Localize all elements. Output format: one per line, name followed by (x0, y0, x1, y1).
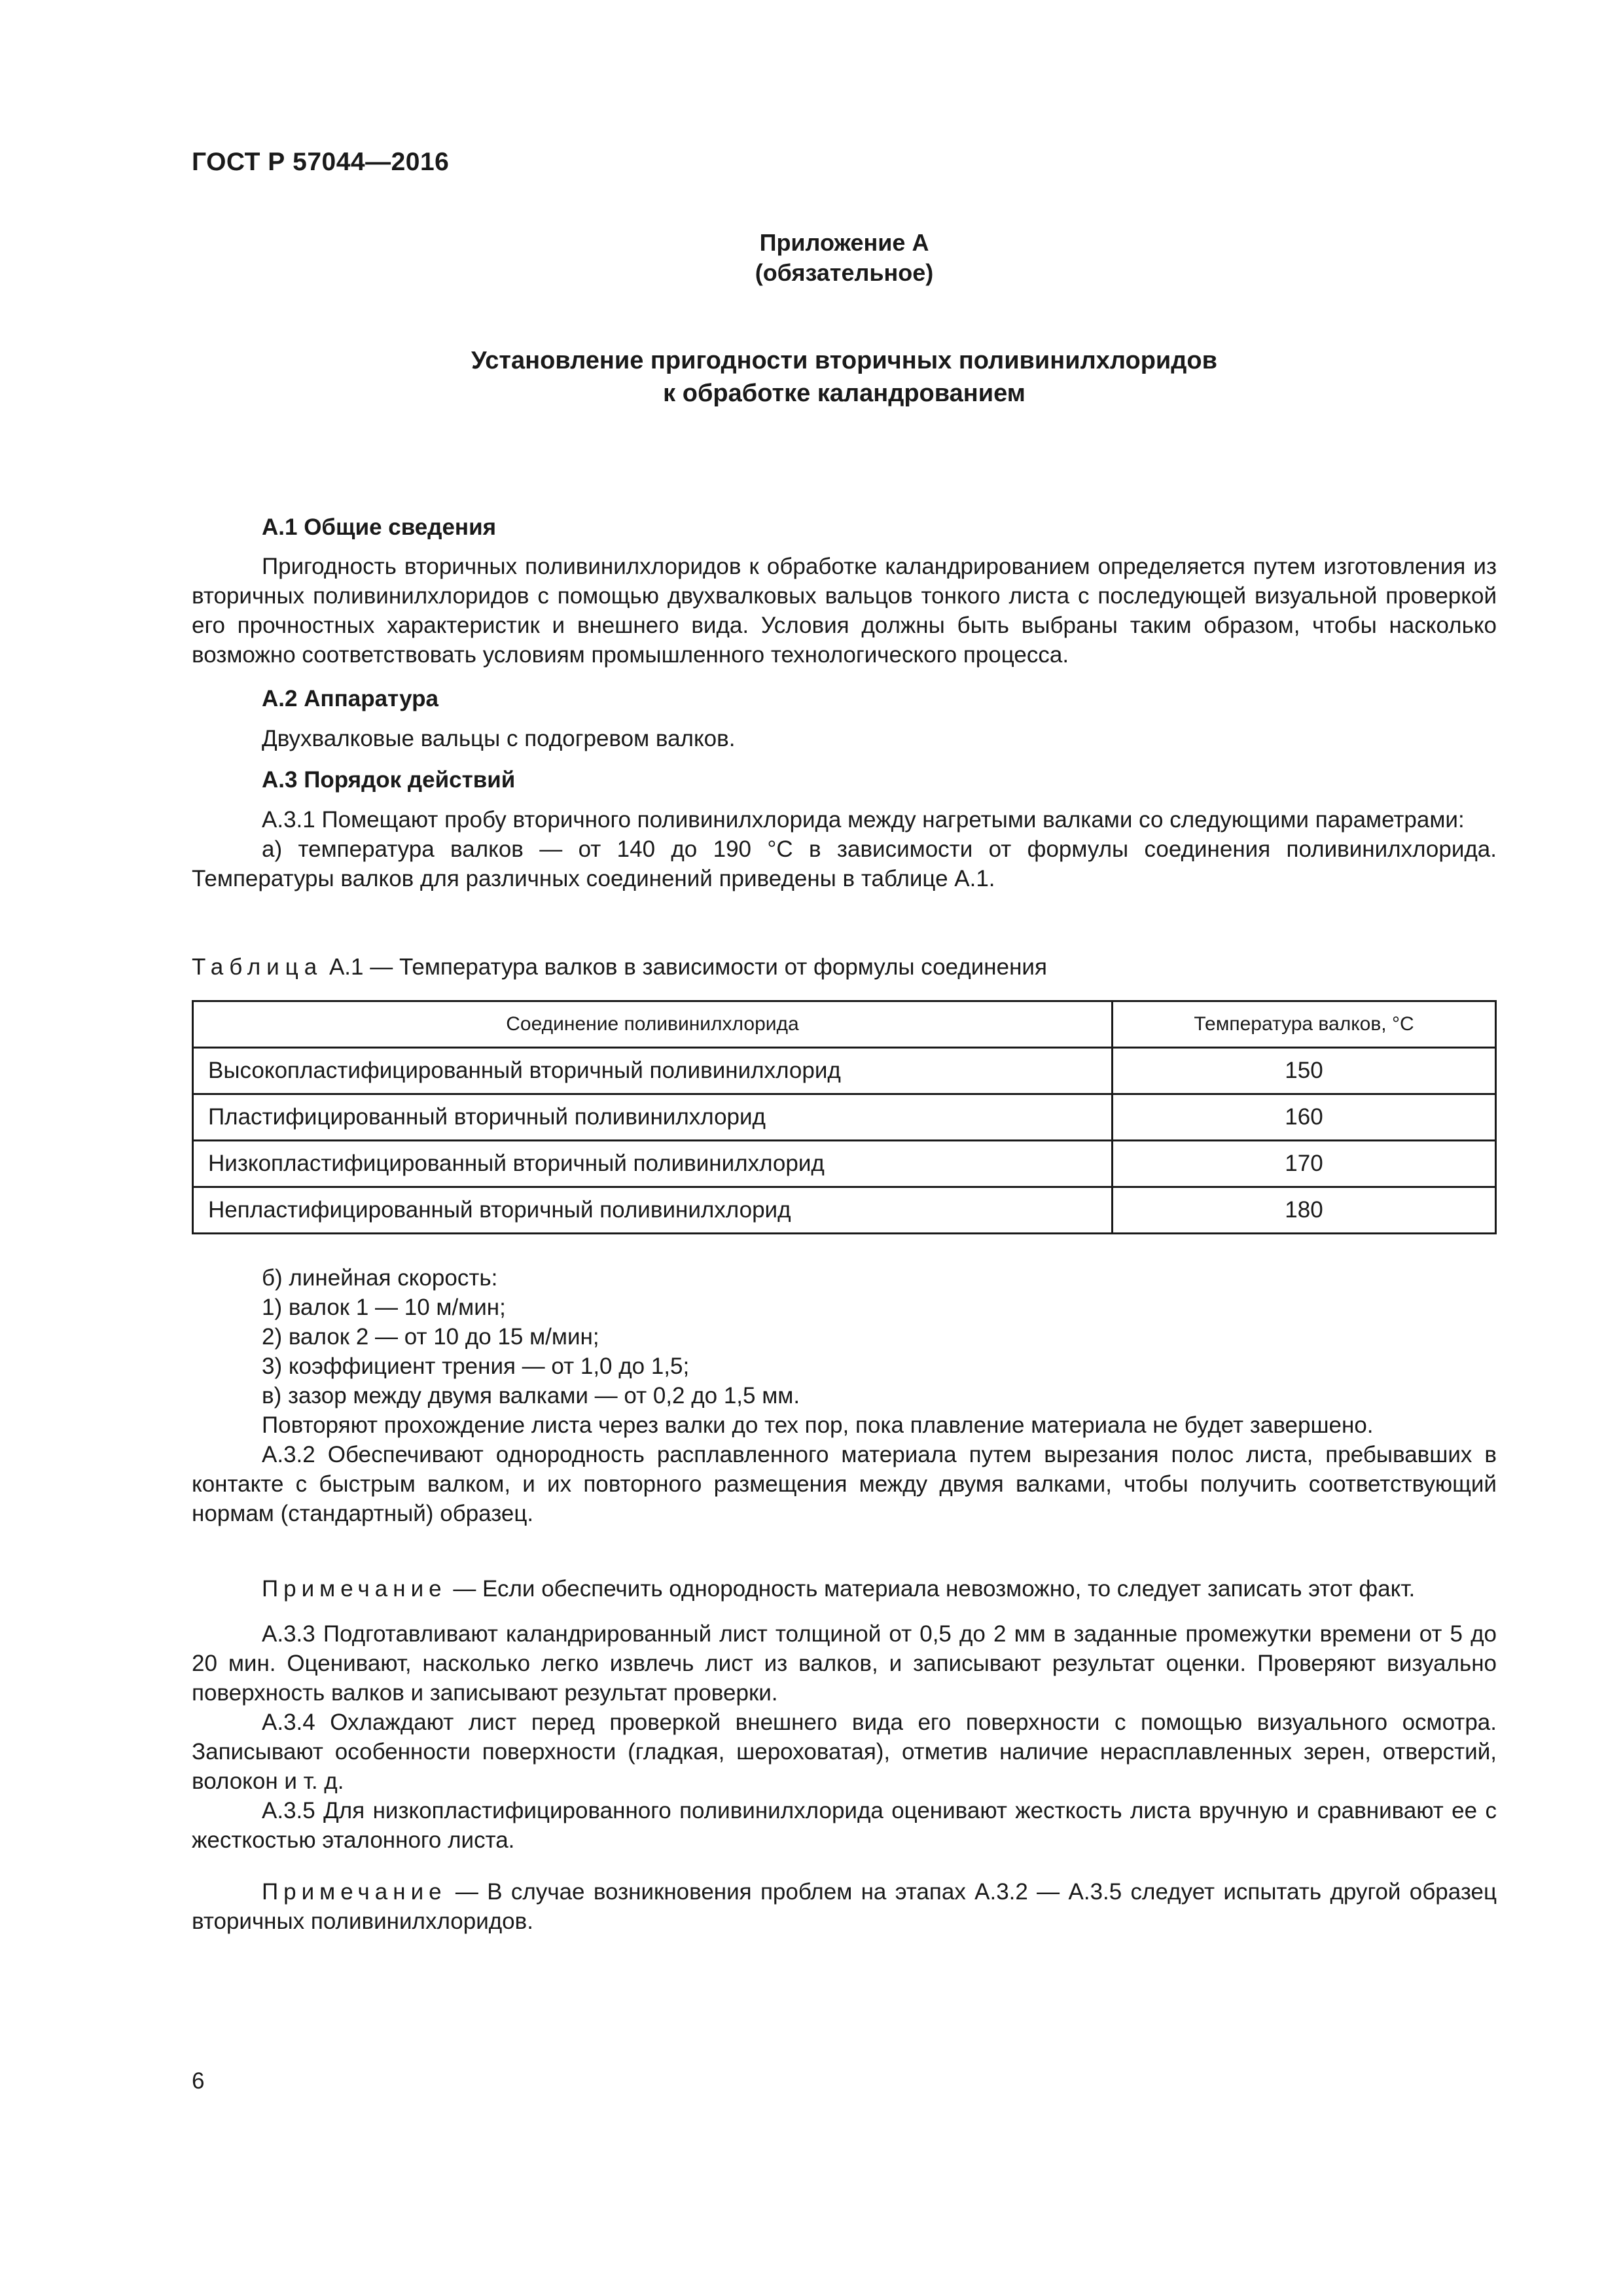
paragraph-a34: А.3.4 Охлаждают лист перед проверкой внешнего вида его поверхности с помощью визуального осмотра. Записывают особенности поверхности (гладкая, шероховатая), отметив наличие нерасплавленных зерен, отверстий, волокон и т. д. (192, 1710, 1497, 1794)
table-cell-compound: Пластифицированный вторичный поливинилхлорид (193, 1094, 1113, 1141)
paragraph-a32: А.3.2 Обеспечивают однородность расплавленного материала путем вырезания полос листа, пребывавших в контакте с быстрым валком, и их повторного размещения между двумя валками, чтобы получить соответствующий нормам (стандартный) образец. (192, 1442, 1497, 1526)
section-a3-text (192, 805, 1497, 893)
section-a2-text (192, 724, 1497, 753)
section-a1-paragraph: Пригодность вторичных поливинилхлоридов к обработке каландрированием определяется путем изготовления из вторичных поливинилхлоридов с помощью двухвалковых вальцов тонкого листа с последующей визуальной проверкой его прочностных характеристик и внешнего вида. Условия должны быть выбраны таким образом, чтобы насколько возможно соответствовать условиям промышленного технологического процесса. (192, 554, 1497, 668)
section-a2-heading: А.2 Аппаратура (262, 686, 438, 711)
table-cell-compound: Высокопластифицированный вторичный поливинилхлорид (193, 1048, 1113, 1094)
table-row (193, 1094, 1496, 1141)
title-line-2: к обработке каландрованием (663, 380, 1026, 407)
note-2 (192, 1877, 1497, 1936)
section-a1-heading: А.1 Общие сведения (262, 514, 497, 540)
note-1 (192, 1574, 1497, 1604)
appendix-heading (192, 228, 1497, 288)
list-item-b: б) линейная скорость: (262, 1265, 498, 1291)
table-caption-prefix: Таблица (192, 954, 323, 980)
list-item-v: в) зазор между двумя валками — от 0,2 до 1,5 мм. (262, 1383, 800, 1408)
table-header-temperature: Температура валков, °С (1113, 1001, 1496, 1048)
standard-code: ГОСТ Р 57044—2016 (192, 148, 450, 176)
table-cell-compound: Непластифицированный вторичный поливинилхлорид (193, 1187, 1113, 1234)
note-1-paragraph (192, 1574, 1497, 1604)
note-2-paragraph (192, 1877, 1497, 1936)
paragraphs-a33-a35 (192, 1619, 1497, 1855)
paragraph-a33: А.3.3 Подготавливают каландрированный лист толщиной от 0,5 до 2 мм в заданные промежутки времени от 5 до 20 мин. Оценивают, насколько легко извлечь лист из валков, и записывают результат оценки. Проверяют визуально поверхность валков и записывают результат проверки. (192, 1621, 1497, 1706)
table-cell-temperature: 180 (1113, 1187, 1496, 1234)
list-item-b3: 3) коэффициент трения — от 1,0 до 1,5; (262, 1354, 690, 1379)
section-a1-text (192, 552, 1497, 670)
section-a3-paragraph-2: а) температура валков — от 140 до 190 °С в зависимости от формулы соединения поливинилхлорида. Температуры валков для различных соединений приведены в таблице А.1. (192, 836, 1497, 891)
list-item-b2: 2) валок 2 — от 10 до 15 м/мин; (262, 1324, 599, 1350)
title-line-1: Установление пригодности вторичных поливинилхлоридов (471, 347, 1217, 374)
table-cell-temperature: 150 (1113, 1048, 1496, 1094)
table-header-compound: Соединение поливинилхлорида (193, 1001, 1113, 1048)
note-2-text: — В случае возникновения проблем на этапах А.3.2 — А.3.5 следует испытать другой образец вторичных поливинилхлоридов. (192, 1879, 1497, 1934)
table-cell-temperature: 160 (1113, 1094, 1496, 1141)
table-header-row (193, 1001, 1496, 1048)
table-cell-temperature: 170 (1113, 1141, 1496, 1187)
note-1-text: — Если обеспечить однородность материала невозможно, то следует записать этот факт. (446, 1576, 1416, 1602)
note-1-label: Примечание (262, 1576, 447, 1602)
appendix-title: Приложение А (759, 229, 929, 256)
table-caption (192, 954, 1047, 980)
repeat-paragraph: Повторяют прохождение листа через валки до тех пор, пока плавление материала не будет завершено. (262, 1412, 1374, 1438)
section-a3-paragraph-1: А.3.1 Помещают пробу вторичного поливинилхлорида между нагретыми валками со следующими параметрами: (262, 807, 1465, 833)
table-caption-text: А.1 — Температура валков в зависимости от формулы соединения (323, 954, 1047, 980)
page-number: 6 (192, 2068, 205, 2094)
document-title (192, 344, 1497, 410)
table-row (193, 1048, 1496, 1094)
table-row (193, 1187, 1496, 1234)
table-row (193, 1141, 1496, 1187)
note-2-label: Примечание (262, 1879, 447, 1905)
temperature-table (192, 1000, 1497, 1234)
section-a2-paragraph: Двухвалковые вальцы с подогревом валков. (262, 726, 736, 751)
table-cell-compound: Низкопластифицированный вторичный поливинилхлорид (193, 1141, 1113, 1187)
section-a3-heading: А.3 Порядок действий (262, 767, 516, 793)
paragraph-a35: А.3.5 Для низкопластифицированного поливинилхлорида оценивают жесткость листа вручную и сравнивают ее с жесткостью эталонного листа. (192, 1798, 1497, 1853)
after-table-text (192, 1263, 1497, 1528)
list-item-b1: 1) валок 1 — 10 м/мин; (262, 1295, 506, 1320)
appendix-type: (обязательное) (755, 259, 934, 286)
